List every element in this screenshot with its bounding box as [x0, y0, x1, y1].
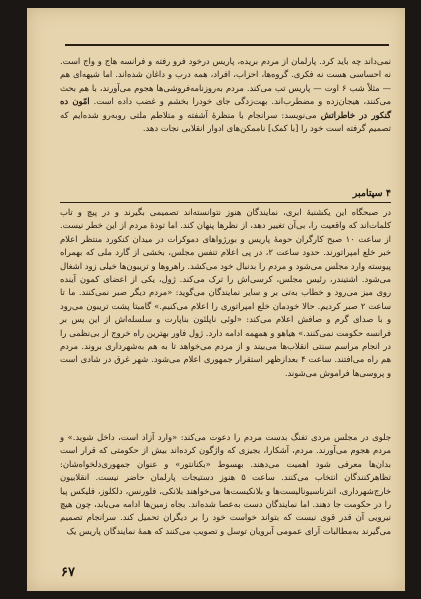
- paragraph-1-text: نمی‌داند چه باید کرد. پارلمان از مردم بریده، پاریس درخود فرو رفته و فرانسه هاج و واج است. نه احساسی هست نه فکری. گروه‌ها، احزاب، افراد، همه درب و داغان شده‌اند. اما شیهه‌ای هم — مثلاً شب ۶ اوت — پاریس تب می‌کند. مردم به‌روزنامه‌فروشی‌ها هجوم می‌آورند، با هم بحث می‌کنند، هیجان‌زده و مضطرب‌اند. بهت‌زدگی جای خودرا بخشم و غضب داده است. امّون ده گنکور در خاطراتش می‌نویسد: سرانجام با منظرهٔ آشفته و متلاطم ملتی روبه‌رو شده‌ایم که تصمیم گرفته است خود را [با کمک] ناممکن‌های ادوار انقلابی نجات دهد.: [60, 56, 392, 134]
- header-rule: [65, 44, 389, 46]
- paragraph-3: جلوی در مجلس مردی تفنگ بدست مردم را دعوت می‌کند: «وارد آزاد است، داخل شوید.» و مردم هجوم می‌آورند. مردم، آشکارا، بجیزی که واژگون کرده‌اند بیش از حکومتی که قرار است بدان‌ها معرفی شود اهمیت می‌دهند. بهسوط «بکنانتور» و عنوان جمهوری‌دلخواه‌شان: تظاهرکنندگان انتخاب می‌کنند. ساعت ۵ هنوز دستیجات پارلمان حاضر نیست. انقلابیون خارج‌شهرداری، انترناسیونالیست‌ها و بلانکیست‌ها می‌خواهند بلانکی، فلورنس، دلکلوز، فلیکس پیا را در حکومت جا دهند. اما نمایندگان دست به‌عصا شده‌اند. بجاه زمین‌ها ادامه می‌یابد، چون هیچ نیرویی آن قدر قوی نیست که بتواند خواست خود را بر دیگران تحمیل کند. سرانجام تصمیم می‌گیرند به‌مطالبات آرای عمومی آبرویان توسل و تصویب می‌کنند که همهٔ نمایندگان پاریس یک: [60, 432, 392, 536]
- book-page: [27, 8, 405, 591]
- paragraph-1: [60, 55, 391, 135]
- section-heading: ۴ سپتامبر: [352, 188, 391, 199]
- section-heading-rule: [60, 202, 391, 203]
- paragraph-1-emphasis: امّون ده گنکور در خاطراتش: [60, 96, 392, 120]
- page-number: ۶۷: [61, 565, 75, 580]
- paragraph-2: در صبحگاه این یکشنبهٔ ابری، نمایندگان هنوز نتوانسته‌اند تصمیمی بگیرند و در پیچ و تاب کلمات‌اند که واقعیت را، بی‌آن تغییر دهد، از نظرها پنهان کند. اما تودهٔ مردم از این خطر نیست. از ساعت ۱۰ صبح کارگران حومهٔ پاریس و بورژواهای دموکرات در میدان کنکورد منتظر اعلام خبر خلع امپراتورند. حدود ساعت ۲، در پی اعلام تنفس مجلس، بخشی از گارد ملی که بهمراه پیوسته وارد مجلس می‌شود و مردم را بدنبال خود می‌کشد. راهروها و تریبون‌ها خیلی زود اشغال می‌شود. اشتیندر، رئیس مجلس، کرسی‌اش را ترک می‌کند. ژول، یکی از اعضای کمون آینده روی میز می‌رود و خطاب به‌تی بر و سایر نمایندگان می‌گوید: «مردم دیگر صبر نمی‌کنند. ما تا ساعت ۲ صبر کردیم. حالا خودمان خلع امپراتوری را اعلام می‌کنیم.» گامبتا پشت تریبون می‌رود و با صدای گرم و صافش اعلام می‌کند: «لوئی ناپلئون بناپارت و سلسله‌اش از این پس بر فرانسه حکومت نمی‌کنند.» هیاهو و همهمه ادامه دارد. ژول فاور بهترین راه خروج از بی‌نظمی را در انجام مراسم سنتی انقلاب‌ها می‌بیند و از مردم می‌خواهد تا به هم به‌شهرداری بروند. مردم هم راه می‌افتند. ساعت ۴ بعدازظهر استقرار جمهوری اعلام می‌شود. شهر غرق در شادی است و پروسی‌ها فراموش می‌شوند.: [60, 207, 392, 378]
